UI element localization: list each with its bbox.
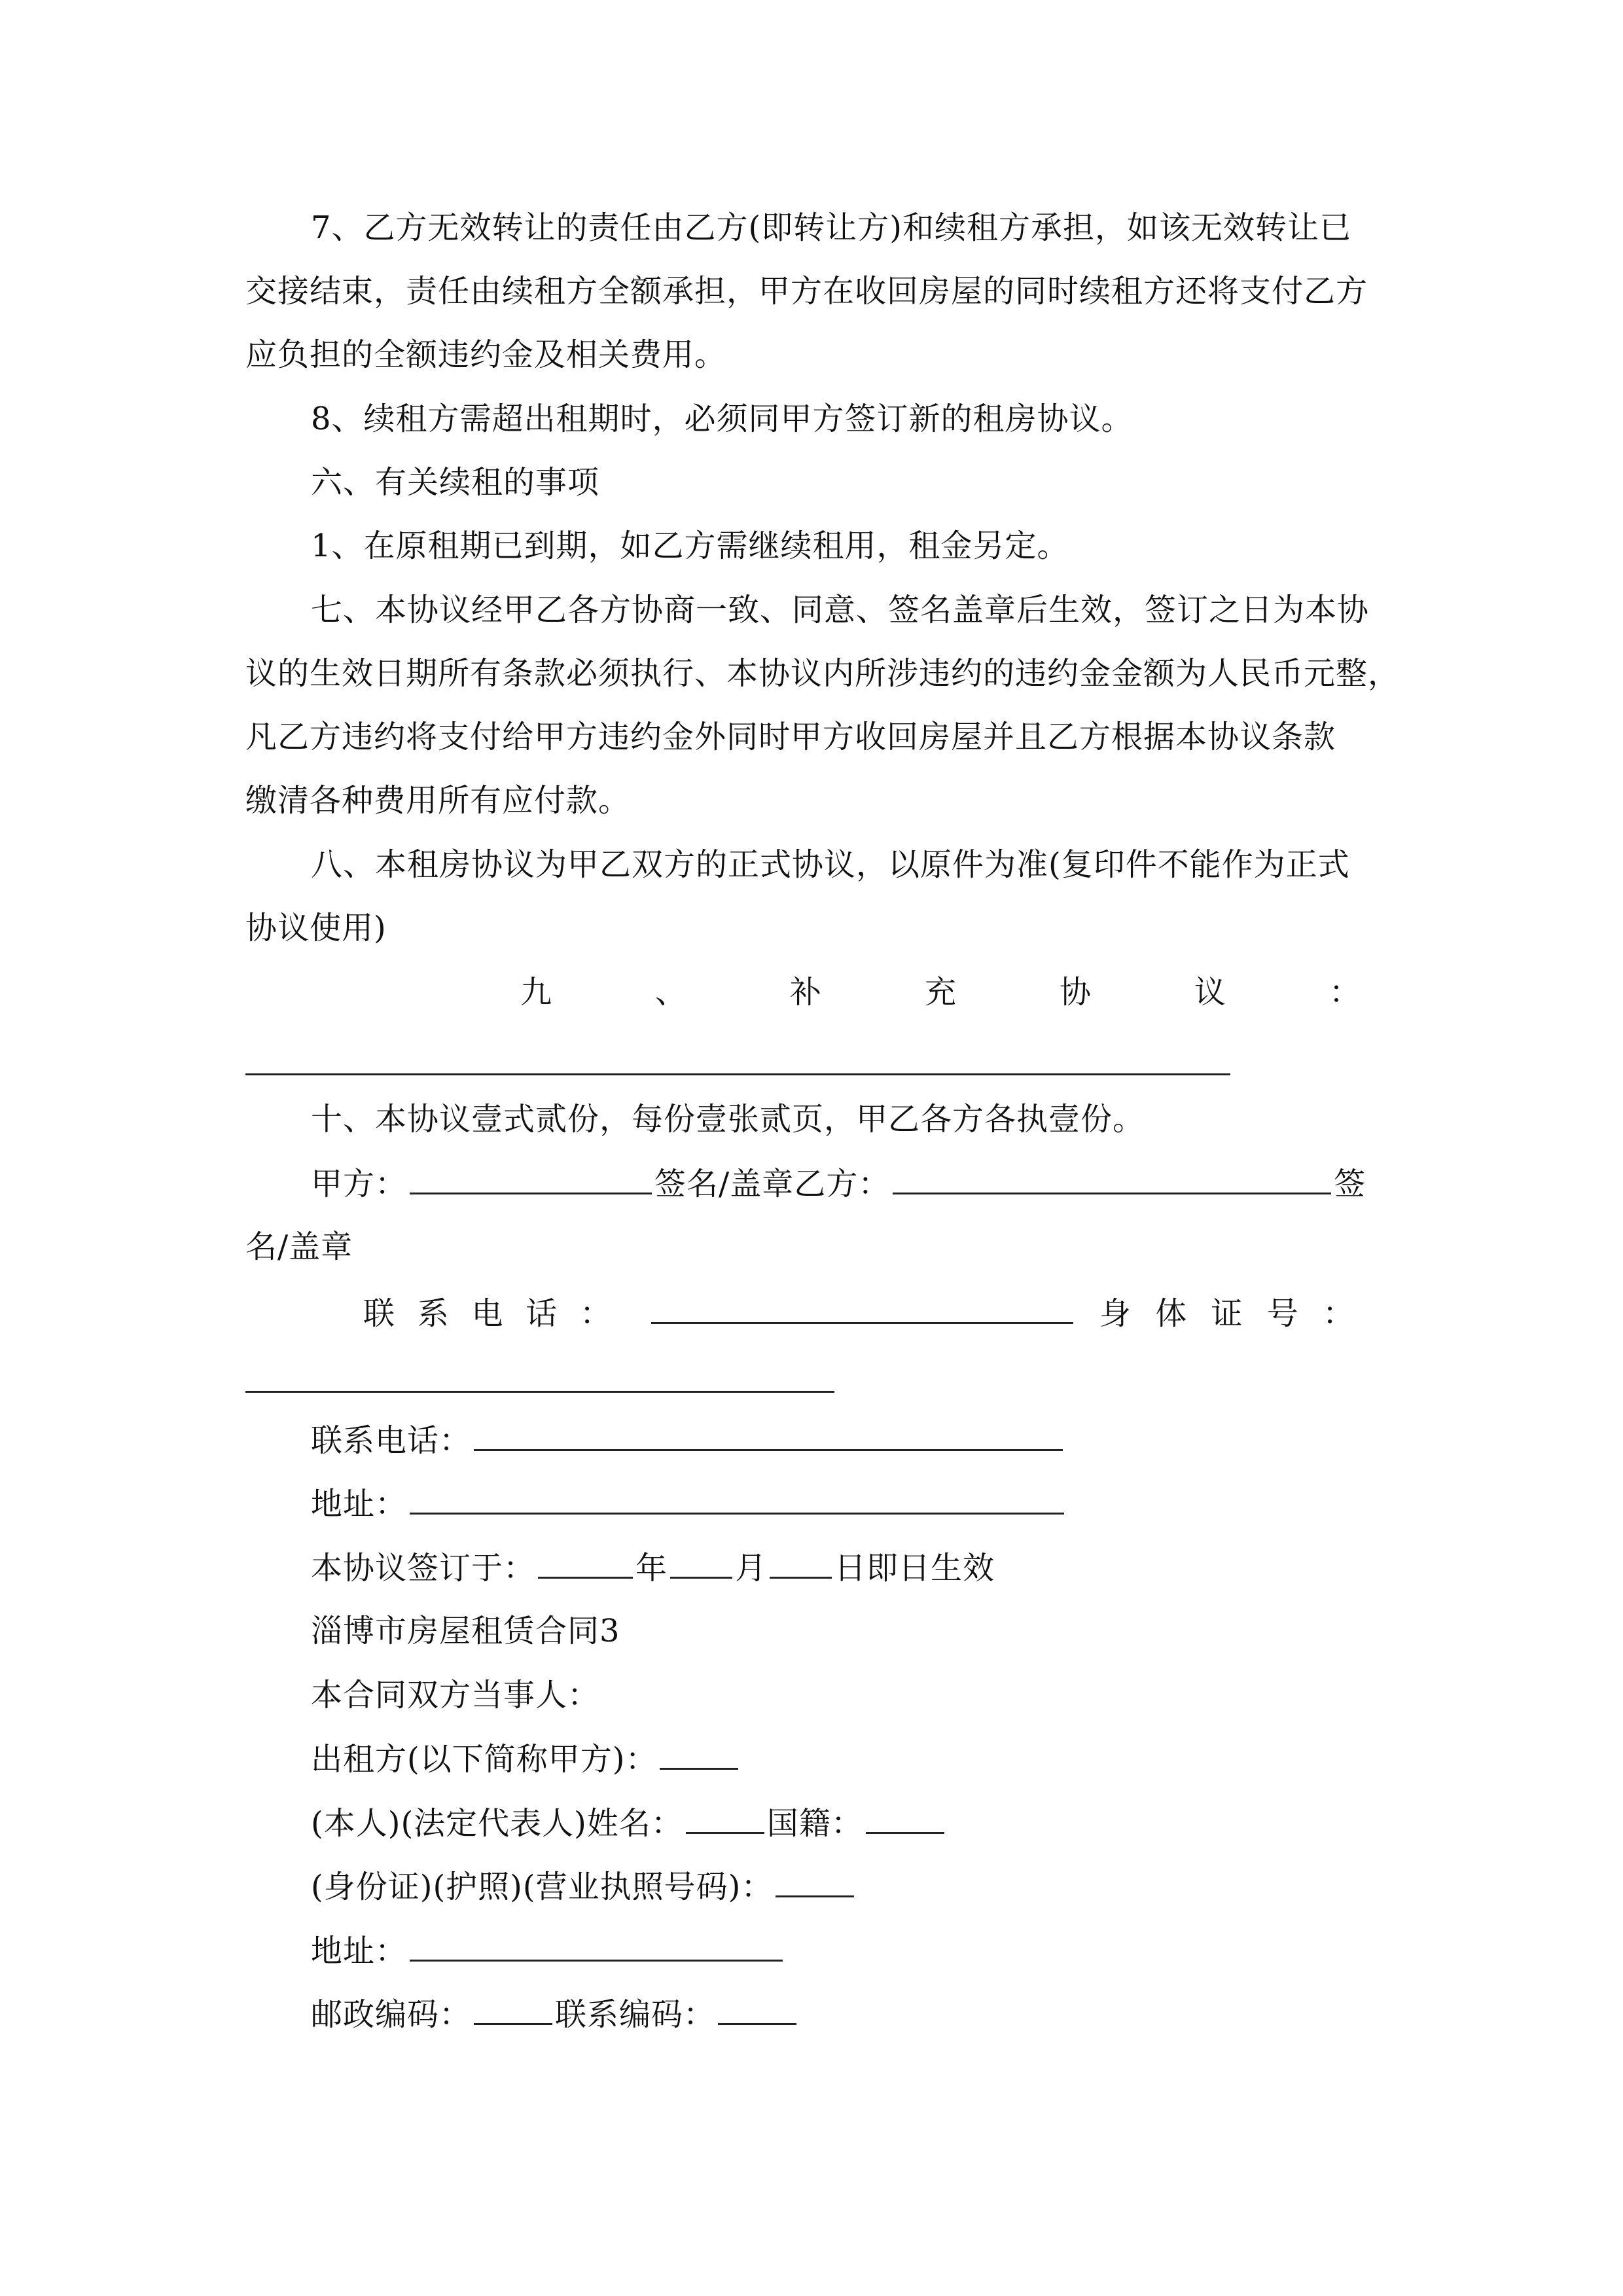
address-label: 地址： [311, 1486, 408, 1522]
section-9-heading [520, 973, 1361, 1012]
signed-on-label: 本协议签订于： [311, 1550, 536, 1587]
section-9-char: 补 [789, 974, 822, 1011]
lessor-row [311, 1739, 1381, 1779]
clause-7-line-2: 交接结束，责任由续租方全额承担，甲方在收回房屋的同时续租方还将支付乙方 [245, 273, 1368, 310]
id-label-char: 身 [1099, 1295, 1132, 1332]
phone-id-row [363, 1293, 1371, 1333]
phone-label-char: ： [579, 1295, 612, 1332]
sign-char: 签 [1334, 1166, 1366, 1202]
supplement-blank-line [245, 1073, 1230, 1075]
section-9-char: 协 [1059, 974, 1092, 1011]
phone-label-char: 话 [526, 1295, 558, 1332]
day-effective-label: 日即日生效 [834, 1550, 995, 1587]
signature-row [311, 1164, 1381, 1204]
address-row [311, 1484, 1381, 1524]
id-label-char: 号 [1266, 1295, 1299, 1332]
section-7-line-3: 凡乙方违约将支付给甲方违约金外同时甲方收回房屋并且乙方根据本协议条款 [245, 719, 1336, 755]
party-a-label: 甲方： [311, 1166, 408, 1202]
month-label: 月 [735, 1550, 768, 1587]
id-label [1099, 1294, 1355, 1333]
lessor-blank[interactable] [660, 1739, 738, 1770]
year-blank[interactable] [538, 1548, 633, 1579]
postcode-blank[interactable] [474, 1994, 552, 2025]
id-blank-line [245, 1391, 834, 1393]
section-9-char: 、 [654, 974, 687, 1011]
month-blank[interactable] [670, 1548, 732, 1579]
party-b-blank[interactable] [893, 1164, 1331, 1194]
section-10: 十、本协议壹式贰份，每份壹张贰页，甲乙各方各执壹份。 [311, 1101, 1145, 1138]
id-number-blank[interactable] [776, 1867, 854, 1897]
address-blank[interactable] [410, 1484, 1064, 1515]
section-7-line-2: 议的生效日期所有条款必须执行、本协议内所涉违约的违约金金额为人民币元整， [245, 655, 1400, 692]
id-row [311, 1867, 1381, 1907]
phone-label-2: 联系电话： [311, 1422, 472, 1459]
phone-row-2 [311, 1420, 1381, 1460]
section-9-char: 九 [520, 974, 553, 1011]
clause-7-line-1: 7、乙方无效转让的责任由乙方(即转让方)和续租方承担，如该无效转让已 [311, 209, 1351, 246]
contract-parties: 本合同双方当事人： [311, 1677, 600, 1713]
section-6-heading: 六、有关续租的事项 [311, 464, 600, 501]
id-label-char: ： [1322, 1295, 1355, 1332]
address-row-2 [311, 1931, 1381, 1971]
section-8-line-1: 八、本租房协议为甲乙双方的正式协议，以原件为准(复印件不能作为正式 [311, 846, 1350, 883]
phone-label-char: 电 [471, 1295, 504, 1332]
phone-label [363, 1294, 612, 1333]
phone-label-char: 联 [363, 1295, 396, 1332]
section-9-char: 议 [1194, 974, 1226, 1011]
postcode-label: 邮政编码： [311, 1996, 472, 2033]
sign-seal-tail: 名/盖章 [245, 1229, 353, 1265]
nationality-blank[interactable] [866, 1803, 944, 1834]
section-7-line-1: 七、本协议经甲乙各方协商一致、同意、签名盖章后生效，签订之日为本协 [311, 592, 1370, 628]
phone-blank[interactable] [651, 1293, 1073, 1324]
lessor-label: 出租方(以下简称甲方)： [311, 1741, 658, 1778]
section-6-item-1: 1、在原租期已到期，如乙方需继续租用，租金另定。 [311, 528, 1069, 564]
name-label: (本人)(法定代表人)姓名： [311, 1805, 683, 1842]
signed-date-row [311, 1548, 1381, 1588]
id-label-char: 证 [1211, 1295, 1243, 1332]
nationality-label: 国籍： [766, 1805, 863, 1842]
phone-label-char: 系 [417, 1295, 450, 1332]
section-8-line-2: 协议使用) [245, 910, 387, 946]
name-blank[interactable] [686, 1803, 764, 1834]
id-label-char: 体 [1155, 1295, 1188, 1332]
id-number-label: (身份证)(护照)(营业执照号码)： [311, 1869, 774, 1905]
contact-code-label: 联系编码： [555, 1996, 716, 2033]
section-9-char: 充 [924, 974, 957, 1011]
day-blank[interactable] [770, 1548, 832, 1579]
clause-8: 8、续租方需超出租期时，必须同甲方签订新的租房协议。 [311, 401, 1133, 437]
postcode-row [311, 1994, 1381, 2034]
phone-blank-2[interactable] [474, 1420, 1063, 1451]
address-label-2: 地址： [311, 1933, 408, 1969]
contract-3-title: 淄博市房屋租赁合同3 [311, 1613, 620, 1649]
name-row [311, 1803, 1381, 1843]
year-label: 年 [635, 1550, 668, 1587]
contact-code-blank[interactable] [718, 1994, 796, 2025]
party-a-blank[interactable] [410, 1164, 652, 1194]
section-7-line-4: 缴清各种费用所有应付款。 [245, 782, 631, 819]
section-9-char: ： [1329, 974, 1361, 1011]
clause-7-line-3: 应负担的全额违约金及相关费用。 [245, 336, 727, 373]
sign-seal-party-b-label: 签名/盖章乙方： [654, 1166, 891, 1202]
address-blank-2[interactable] [410, 1931, 783, 1962]
